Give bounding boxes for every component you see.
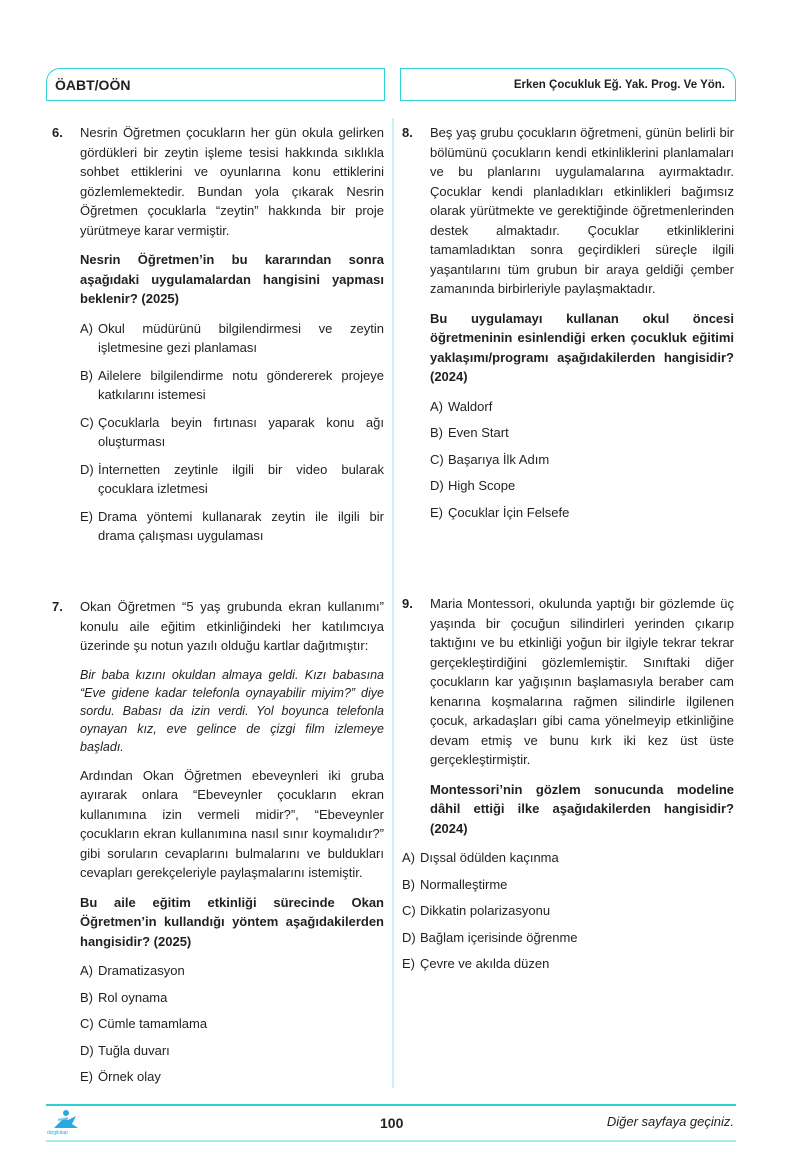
option-d[interactable]: D) Bağlam içerisinde öğrenme xyxy=(402,929,578,945)
option-d[interactable]: D) İnternetten zeytinle ilgili bir video bularak çocuklara izletmesi xyxy=(80,461,384,496)
option-a[interactable]: A) Dışsal ödülden kaçınma xyxy=(402,850,559,865)
option-c[interactable]: C) Başarıya İlk Adım xyxy=(430,451,550,467)
question-stem: Bu aile eğitim etkinliği sürecinde Okan Öğretmen’in kullandığı yöntem aşağıdakilerden hangisidir? (2025) xyxy=(80,894,384,949)
question-8 xyxy=(402,123,734,529)
question-stem: Montessori’nin gözlem sonucunda modeline dâhil ettiği ilke aşağıdakilerden hangisidir? (2024) xyxy=(430,781,734,836)
question-text: Beş yaş grubu çocukların öğretmeni, günün belirli bir bölümünü çocukların kendi etkinliklerini planlamaları ve bu planlarını uygulamalarına ayırmaktadır. Çocuklar kendi planladıkları etkinlikleri bağımsız olarak yürütmekte ve gerektiğinde öğretmenlerinden destek almaktadır. Çocuklar etkinliklerini tamamladıktan sonra geçirdikleri süreçle ilgili yaşantılarını tüm grubun bir araya geldiği çember zamanında birbirleriyle paylaşmaktadır. xyxy=(430,125,734,296)
case-quote: Bir baba kızını okuldan almaya geldi. Kızı babasına “Eve gidene kadar telefonla oynayabilir miyim?” diye sordu. Babası da izin verdi. Yol boyunca telefonla oynayan kız, eve gelince de çizgi film izlemeye başladı. xyxy=(80,667,384,754)
footer-top-rule xyxy=(46,1104,736,1106)
question-7 xyxy=(52,597,384,1094)
question-number: 6. xyxy=(52,125,63,140)
question-text-continued: Ardından Okan Öğretmen ebeveynleri iki gruba ayırarak onlara “Ebeveynler çocukların ekran kullanımına izin vermeli midir?”, “Ebeveynler çocukların ekran kullanımına nasıl sınır koymalıdır?” gibi soruların cevaplarını bulmalarını ve buldukları cevapları gerekçeleriyle paylaşmalarını istemiştir. xyxy=(80,767,384,880)
option-e[interactable]: E) Çevre ve akılda düzen xyxy=(402,956,550,971)
column-divider xyxy=(392,118,394,1088)
course-title: Erken Çocukluk Eğ. Yak. Prog. Ve Yön. xyxy=(513,78,725,91)
option-d[interactable]: D) High Scope xyxy=(430,478,516,493)
header-right-box xyxy=(400,68,736,101)
question-number: 9. xyxy=(402,596,413,611)
option-d[interactable]: D) Tuğla duvarı xyxy=(80,1042,170,1058)
option-c[interactable]: C) Cümle tamamlama xyxy=(80,1016,208,1031)
option-a[interactable]: A) Waldorf xyxy=(430,398,493,414)
question-6 xyxy=(52,123,384,554)
page-number: 100 xyxy=(380,1115,404,1131)
option-c[interactable]: C) Dikkatin polarizasyonu xyxy=(402,903,551,918)
option-b[interactable]: B) Even Start xyxy=(430,425,509,440)
option-a[interactable]: A) Dramatizasyon xyxy=(80,963,185,978)
question-stem: Bu uygulamayı kullanan okul öncesi öğretmeninin esinlendiği erken çocukluk eğitimi yaklaşımı/programı aşağıdakilerden hangisidir? (2024) xyxy=(430,310,734,384)
next-page-note: Diğer sayfaya geçiniz. xyxy=(606,1114,734,1129)
question-text: Nesrin Öğretmen çocukların her gün okula gelirken gördükleri bir zeytin işleme tesisi hakkında sıklıkla sohbet ettiklerini ve oyunlarına konu ettiklerini gözlemlemektedir. Bundan yola çıkarak Nesrin Öğretmen çocuklarla “zeytin” hakkında bir proje yürütmeye karar vermiştir. xyxy=(80,125,384,238)
option-e[interactable]: E) Çocuklar İçin Felsefe xyxy=(430,504,570,520)
option-e[interactable]: E) Örnek olay xyxy=(80,1069,161,1084)
option-b[interactable]: B) Rol oynama xyxy=(80,989,168,1005)
option-c[interactable]: C) Çocuklarla beyin fırtınası yaparak konu ağı oluşturması xyxy=(80,414,384,449)
exam-code-title: ÖABT/OÖN xyxy=(55,76,131,93)
header-left-box xyxy=(46,68,385,101)
question-9 xyxy=(402,594,734,981)
option-e[interactable]: E) Drama yöntemi kullanarak zeytin ile ilgili bir drama çalışması uygulaması xyxy=(80,508,384,543)
option-b[interactable]: B) Ailelere bilgilendirme notu göndererek projeye katkılarını istemesi xyxy=(80,367,384,402)
question-number: 8. xyxy=(402,125,413,140)
question-number: 7. xyxy=(52,599,63,614)
question-text: Okan Öğretmen “5 yaş grubunda ekran kullanımı” konulu aile eğitim etkinliğindeki her katılımcıya üzerinde şu notun yazılı olduğu kartlar dağıtmıştır: xyxy=(80,599,384,653)
option-a[interactable]: A) Okul müdürünü bilgilendirmesi ve zeytin işletmesine gezi planlaması xyxy=(80,320,384,355)
footer-bottom-rule xyxy=(46,1140,736,1142)
publisher-logo-text: dizgikitap xyxy=(47,1130,68,1136)
question-stem: Nesrin Öğretmen’in bu kararından sonra aşağıdaki uygulamalardan hangisini yapması beklenir? (2025) xyxy=(80,252,384,306)
question-text: Maria Montessori, okulunda yaptığı bir gözlemde üç yaşında bir çocuğun silindirleri yerinden çıkarıp taktığını ve bu etkinliği yoğun bir ilgiyle tekrar tekrar gerçekleştirdiğini gözlemlemiştir. Sınıftaki diğer çocukların kar yağışının başlamasıyla beraber cam kenarına koşmalarına rağmen silindirle ilgilenen çocuk, arkadaşları gibi cama yönelmeyip etkinliğine devam etmiş ve bunu kırk iki kez üst üste gerçekleştirmiştir. xyxy=(430,596,734,767)
option-b[interactable]: B) Normalleştirme xyxy=(402,876,508,892)
